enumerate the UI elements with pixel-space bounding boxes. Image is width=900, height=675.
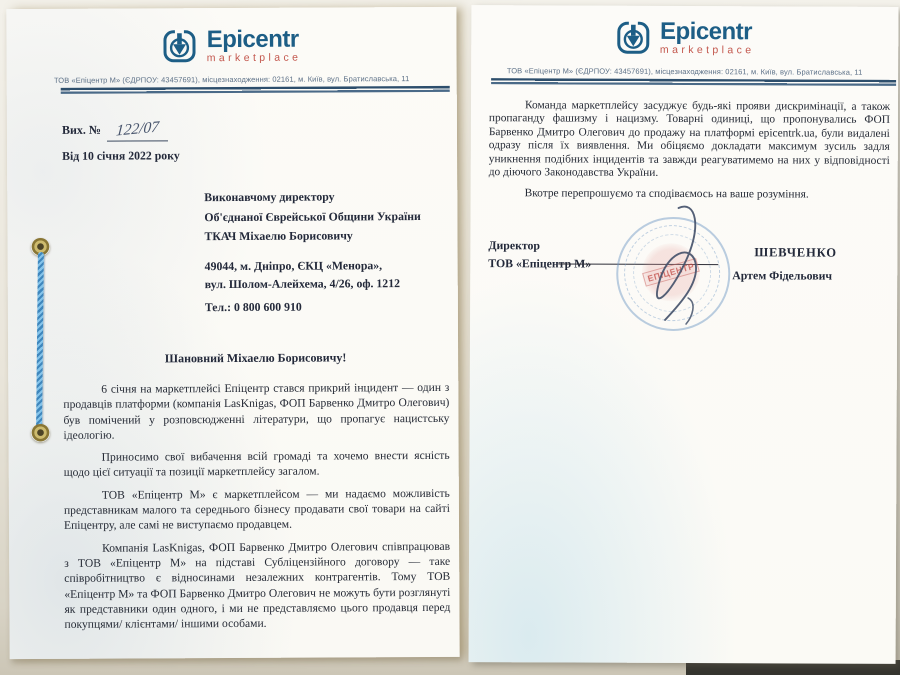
letter-page-1 xyxy=(6,7,459,659)
brand-name: Epicentr xyxy=(659,18,753,46)
letter-date: Від 10 січня 2022 року xyxy=(62,148,180,163)
brand-text xyxy=(660,20,755,56)
signer-position xyxy=(488,236,591,272)
address-line: вул. Шолом-Алейхема, 4/26, оф. 1212 xyxy=(204,275,401,291)
addressee-line: Виконавчому директору xyxy=(204,189,335,205)
ref-underline xyxy=(107,120,168,141)
handwritten-ref-number: 122/07 xyxy=(115,118,160,140)
address-line: 49044, м. Дніпро, ЄКЦ «Менора», xyxy=(204,258,383,274)
stamp-company-name: ЕПІЦЕНТР xyxy=(642,258,700,287)
letter-body-page-2 xyxy=(489,99,890,211)
letterhead xyxy=(6,21,456,94)
epicentr-logo xyxy=(471,13,898,63)
brand-subtitle: marketplace xyxy=(659,44,755,57)
addressee-line: Об'єднаної Єврейської Общини України xyxy=(204,208,421,224)
paragraph: Команда маркетплейсу засуджує будь-які прояви дискримінації, а також пропаганду фашизму і нацизму. Товарні одиниці, що пропонувались ФОП Барвенко Дмитро Олегович до продажу на платформі epicentrk.ua, були видалені одразу після їх виявлення. Ми обіцяємо докладати максимум зусиль задля уникнення подібних інцидентів та завжди реагуватимемо на них у відповідності до діючого Законодавства України. xyxy=(488,99,891,179)
addressee-phone: Тел.: 0 800 600 910 xyxy=(204,299,302,315)
letterhead-rule xyxy=(491,78,896,86)
outgoing-ref xyxy=(62,120,168,142)
letter-page-2 xyxy=(469,5,899,664)
paragraph: Компанія LasKnigas, ФОП Барвенко Дмитро Олегович співпрацював з ТОВ «Епіцентр М» на підставі Субліцензійного договору — таке співробітництво є відносинами незалежних контрагентів. Тому ТОВ «Епіцентр М» та ФОП Барвенко Дмитро Олегович не можуть бути розглянуті як представники один одного, і ми не представляємо цього продавця перед покупцями/ клієнтами/ іншими особами. xyxy=(64,539,451,632)
addressee-line: ТКАЧ Міхаелю Борисовичу xyxy=(204,228,353,244)
paragraph: ТОВ «Епіцентр М» є маркетплейсом — ми надаємо можливість представникам малого та середнього бізнесу продавати свої товари на сайті Епіцентру, але самі не виступаємо продавцем. xyxy=(63,486,450,533)
company-info-line: ТОВ «Епіцентр М» (ЄДРПОУ: 43457691), місцезнаходження: 02161, м. Київ, вул. Братиславська, 11 xyxy=(53,74,410,85)
epicentr-arrow-icon xyxy=(162,28,198,64)
brand-text xyxy=(206,25,302,65)
paragraph: Приносимо свої вибачення всій громаді та хочемо внести ясність щодо цієї ситуації та позиції маркетплейсу загалом. xyxy=(63,449,450,480)
brass-grommet xyxy=(31,424,50,442)
brand-name: Epicentr xyxy=(206,25,299,54)
epicentr-logo xyxy=(6,21,456,71)
salutation: Шановний Міхаелю Борисовичу! xyxy=(164,350,347,366)
letterhead-rule xyxy=(61,86,450,94)
ref-label: Вих. № xyxy=(61,122,101,137)
brand-subtitle: marketplace xyxy=(206,51,302,65)
epicentr-arrow-icon xyxy=(615,20,651,56)
signer-position-line: Директор xyxy=(488,238,541,253)
handwritten-signature xyxy=(600,200,741,343)
company-info-line: ТОВ «Епіцентр М» (ЄДРПОУ: 43457691), місцезнаходження: 02161, м. Київ, вул. Братиславська, 11 xyxy=(506,66,863,77)
paragraph: Вкотре перепрошуємо та сподіваємось на ваше розуміння. xyxy=(524,187,809,201)
paragraph: 6 січня на маркетплейсі Епіцентр стався прикрий інцидент — один з продавців платформи (компанія LasKnigas, ФОП Барвенко Дмитро Олегович) був помічений у розповсюдженні літератури, що пропагує нацистську ідеологію. xyxy=(63,380,450,442)
addressee-address xyxy=(205,257,400,293)
letterhead xyxy=(471,13,898,86)
signer-position-line: ТОВ «Епіцентр М» xyxy=(488,256,592,271)
letter-body-page-1 xyxy=(63,380,450,639)
signer-surname: ШЕВЧЕНКО xyxy=(754,245,837,260)
signer-given-name: Артем Фідельович xyxy=(732,268,833,283)
addressee-block xyxy=(204,187,421,247)
